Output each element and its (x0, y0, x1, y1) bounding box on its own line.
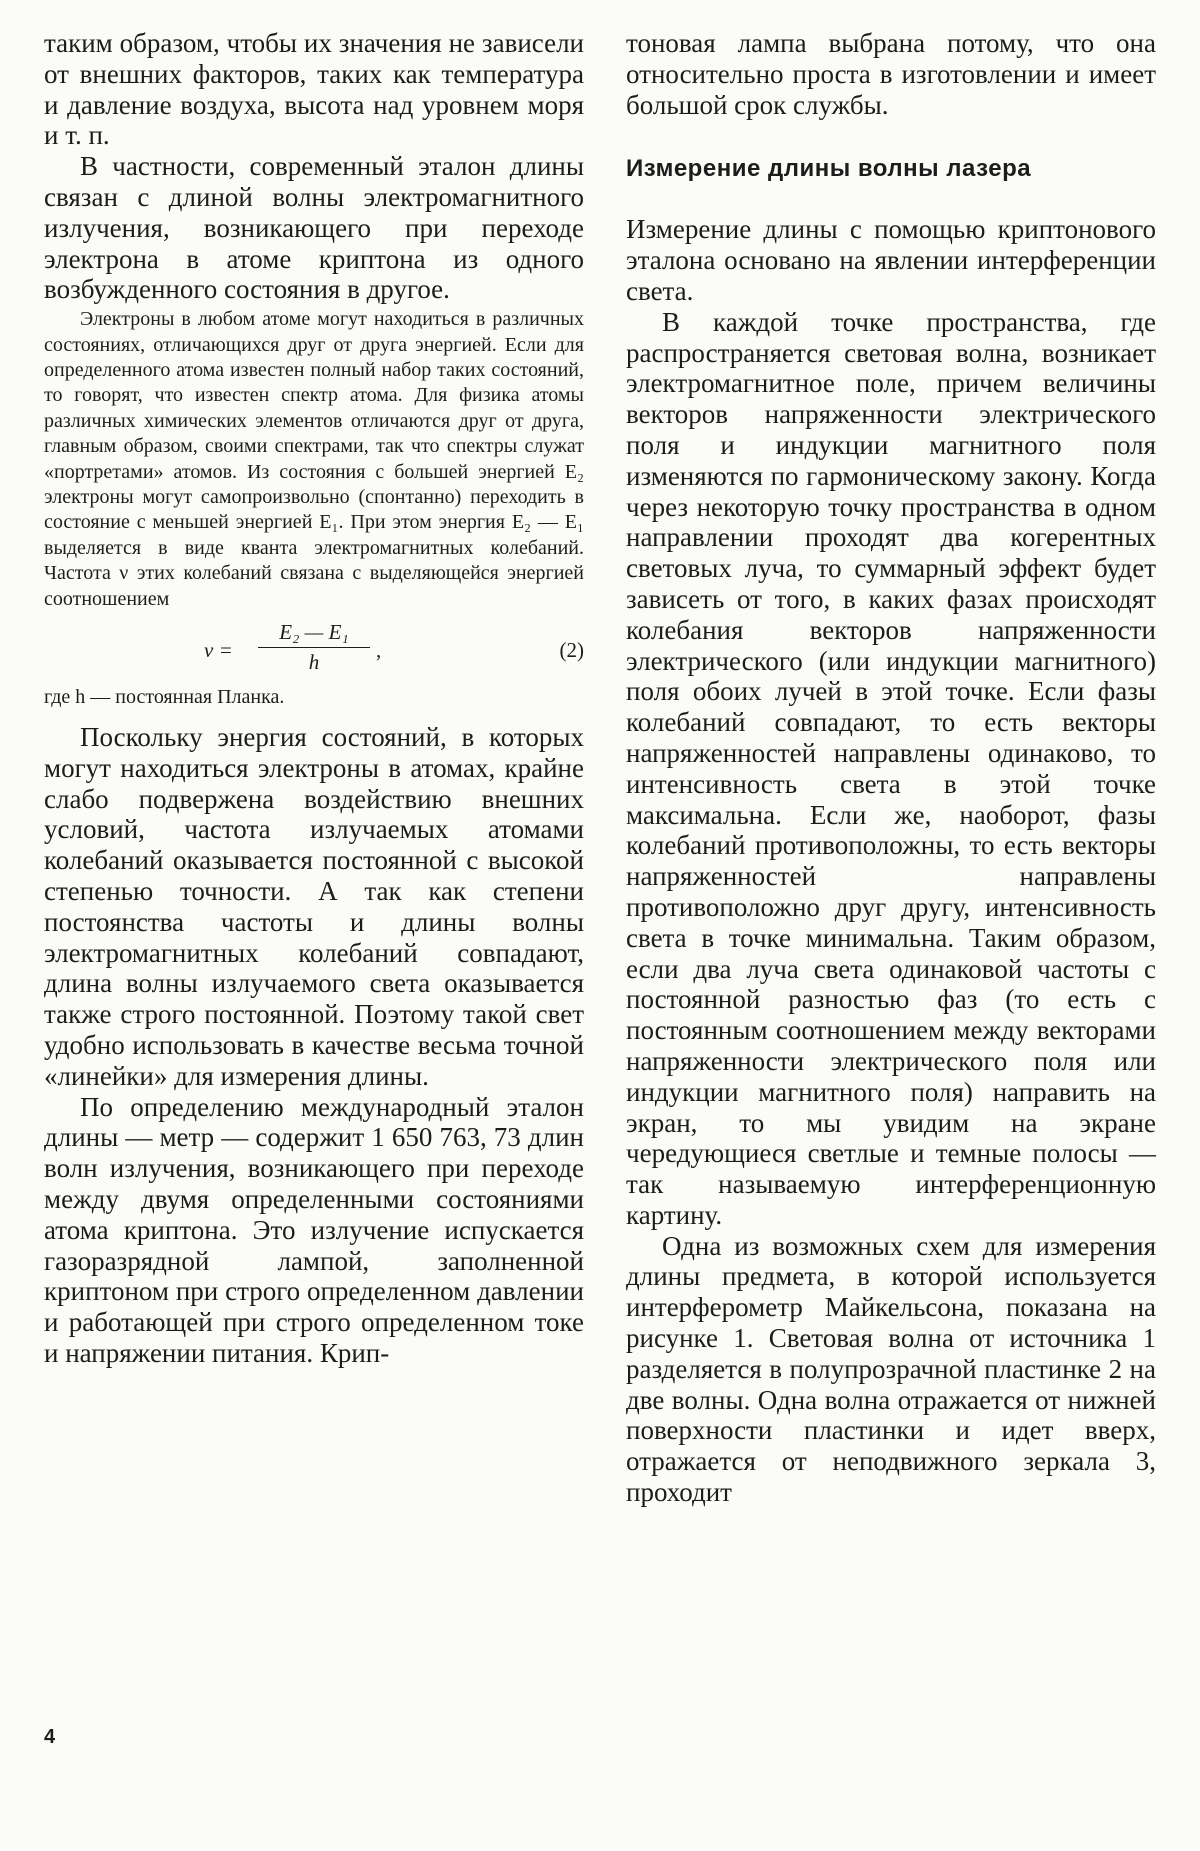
frequency-formula (44, 620, 584, 678)
formula-comma: , (376, 638, 382, 663)
formula-lhs: ν = (204, 638, 233, 663)
section-heading: Измерение длины волны лазера (626, 155, 1032, 183)
left-column (44, 28, 584, 1369)
paragraph-interference-basis: Измерение длины с помощью криптонового эталона основано на явлении интерференции света. (626, 214, 1156, 306)
page-number: 4 (44, 1726, 56, 1748)
formula-where-note: где h — постоянная Планка. (44, 686, 285, 709)
paragraph-intro-continued: таким образом, чтобы их значения не зависели от внешних факторов, таких как температура и давление воздуха, высота над уровнем моря и т. п. (44, 28, 584, 151)
formula-denominator: h (308, 650, 320, 675)
paragraph-krypton-standard: В частности, современный эталон длины связан с длиной волны электромагнитного излучения, возникающего при переходе электрона в атоме криптона из одного возбужденного состояния в другое. (44, 151, 584, 305)
paragraph-michelson-scheme: Одна из возможных схем для измерения длины предмета, в которой используется интерферометр Майкельсона, показана на рисунке 1. Световая волна от источника 1 разделяется в полупрозрачной пластинке 2 на две волны. Одна волна отражается от нижней поверхности пластинки и идет вверх, отражается от неподвижного зеркала 3, проходит (626, 1230, 1156, 1508)
paragraph-electromagnetic-field: В каждой точке пространства, где распространяется световая волна, возникает электромагнитное поле, причем величины векторов напряженности электрического поля и индукции магнитного поля изменяются по гармоническому закону. Когда через некоторую точку пространства в одном направлении проходят два когерентных световых луча, то суммарный эффект будет зависеть от того, в каких фазах происходят колебания векторов напряженности электрического (или индукции магнитного) поля обоих лучей в этой точке. Если фазы колебаний совпадают, то есть векторы напряженностей направлены одинаково, то интенсивность света в этой точке максимальна. Если же, наоборот, фазы колебаний противоположны, то есть векторы напряженностей направлены противоположно друг другу, интенсивность света в точке минимальна. Таким образом, если два луча света одинаковой частоты с постоянной разностью фаз (то есть с постоянным соотношением между векторами напряженности электрического поля или индукции магнитного поля) направить на экран, то мы увидим на экране чередующиеся светлые и темные полосы — так называемую интерференционную картину. (626, 306, 1156, 1230)
formula-fraction (258, 620, 370, 675)
formula-number: (2) (559, 638, 584, 663)
formula-numerator: E₂ — E₁ (258, 620, 370, 648)
paragraph-lamp-continued: тоновая лампа выбрана потому, что она относительно проста в изготовлении и имеет большой срок службы. (626, 28, 1156, 120)
paragraph-meter-definition: По определению международный эталон длины — метр — содержит 1 650 763, 73 длин волн излучения, возникающего при переходе между двумя определенными состояниями атома криптона. Это излучение испускается газоразрядной лампой, заполненной криптоном при строго определенном давлении и работающей при строго определенном токе и напряжении питания. Крип- (44, 1091, 584, 1368)
right-column (626, 28, 1156, 1508)
small-print-atomic-spectra: Электроны в любом атоме могут находиться в различных состояниях, отличающихся друг от друга энергией. Если для определенного атома известен полный набор таких состояний, то говорят, что известен спектр атома. Для физика атомы различных химических элементов отличаются друг от друга, главным образом, своими спектрами, так что спектры служат «портретами» атомов. Из состояния с большей энергией E₂ электроны могут самопроизвольно (спонтанно) переходить в состояние с меньшей энергией E₁. При этом энергия E₂ — E₁ выделяется в виде кванта электромагнитных колебаний. Частота ν этих колебаний связана с выделяющейся энергией соотношением (44, 308, 584, 610)
paragraph-energy-stability: Поскольку энергия состояний, в которых могут находиться электроны в атомах, крайне слабо подвержена воздействию внешних условий, частота излучаемых атомами колебаний оказывается постоянной с высокой степенью точности. А так как степени постоянства частоты и длины волны электромагнитных колебаний совпадают, длина волны излучаемого света оказывается также строго постоянной. Поэтому такой свет удобно использовать в качестве весьма точной «линейки» для измерения длины. (44, 722, 584, 1091)
